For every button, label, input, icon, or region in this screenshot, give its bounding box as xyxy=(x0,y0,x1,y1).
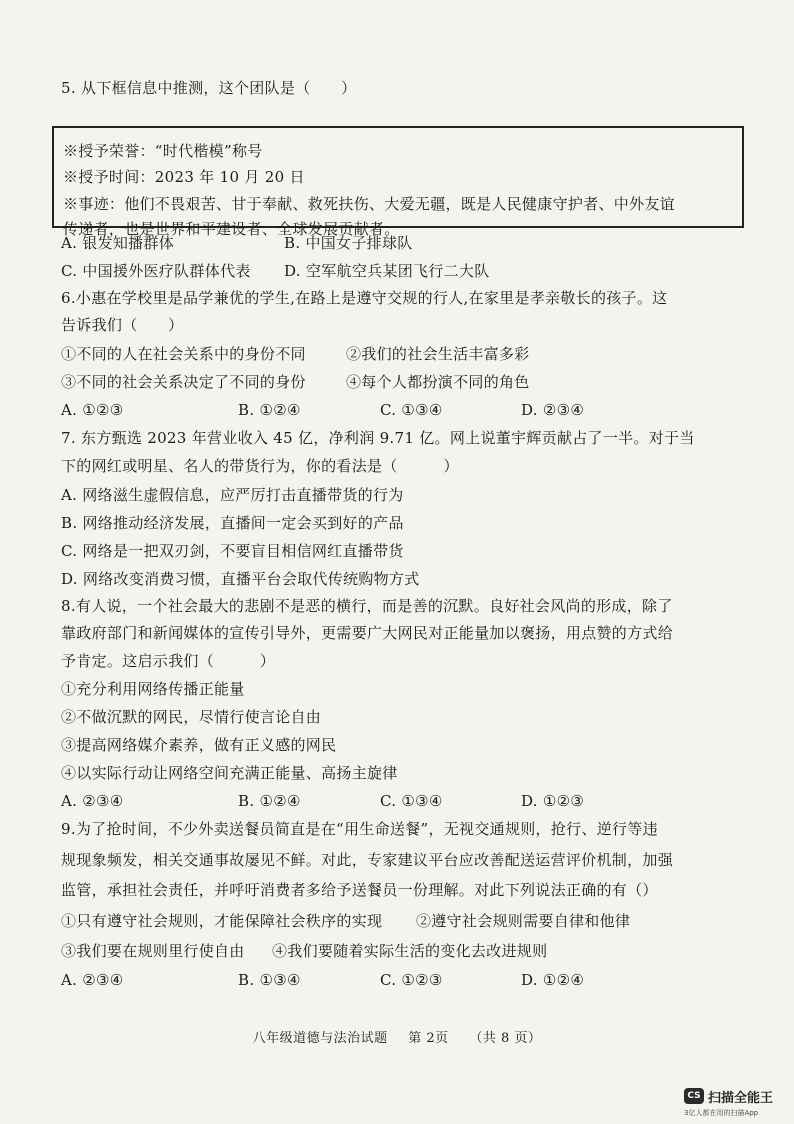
q7-option-a: A. 网络滋生虚假信息，应严厉打击直播带货的行为 xyxy=(61,486,404,504)
q8-statement-2: ②不做沉默的网民，尽情行使言论自由 xyxy=(61,708,322,726)
q5-box-line: 传递者，也是世界和平建设者、全球发展贡献者。 xyxy=(63,220,400,238)
q8-statement-3: ③提高网络媒介素养，做有正义感的网民 xyxy=(61,736,337,754)
q7-option-c: C. 网络是一把双刃剑，不要盲目相信网红直播带货 xyxy=(61,542,404,560)
q6-statement-3: ③不同的社会关系决定了不同的身份 xyxy=(61,373,306,391)
q5-option-d: D. 空军航空兵某团飞行二大队 xyxy=(284,262,490,280)
q5-box-line: ※授予时间：2023 年 10 月 20 日 xyxy=(63,168,305,186)
q9-stem-line: 规现象频发，相关交通事故屡见不鲜。对此，专家建议平台应改善配送运营评价机制，加强 xyxy=(61,851,674,869)
q8-option-c: C. ①③④ xyxy=(380,792,443,810)
q5-box-line: ※事迹：他们不畏艰苦、甘于奉献、救死扶伤、大爱无疆，既是人民健康守护者、中外友谊 xyxy=(63,195,676,213)
q9-statement-4: ④我们要随着实际生活的变化去改进规则 xyxy=(272,942,548,960)
q9-option-b: B. ①③④ xyxy=(238,971,301,989)
q9-statement-3: ③我们要在规则里行使自由 xyxy=(61,942,245,960)
q7-option-d: D. 网络改变消费习惯，直播平台会取代传统购物方式 xyxy=(61,570,420,588)
scanner-app-tagline: 3亿人都在用的扫描App xyxy=(684,1109,759,1117)
q8-statement-4: ④以实际行动让网络空间充满正能量、高扬主旋律 xyxy=(61,764,398,782)
scanner-app-name: 扫描全能王 xyxy=(708,1091,774,1106)
scanner-logo-icon: CS xyxy=(684,1088,704,1104)
q9-stem-line: 9.为了抢时间，不少外卖送餐员简直是在“用生命送餐”，无视交通规则，抢行、逆行等违 xyxy=(61,820,658,838)
q7-stem-line: 下的网红或明星、名人的带货行为，你的看法是（ ） xyxy=(61,457,459,475)
scanner-watermark xyxy=(684,1086,790,1122)
q6-statement-4: ④每个人都扮演不同的角色 xyxy=(346,373,530,391)
q5-info-box xyxy=(52,126,744,238)
q9-stem-line: 监管，承担社会责任，并呼吁消费者多给予送餐员一份理解。对此下列说法正确的有（） xyxy=(61,881,658,899)
q6-option-a: A. ①②③ xyxy=(61,401,124,419)
q7-stem-line: 7. 东方甄选 2023 年营业收入 45 亿，净利润 9.71 亿。网上说董宇辉贡献占了一半。对于当 xyxy=(61,429,695,447)
q8-option-d: D. ①②③ xyxy=(521,792,585,810)
q9-statement-2: ②遵守社会规则需要自律和他律 xyxy=(416,912,631,930)
q5-option-b: B. 中国女子排球队 xyxy=(284,234,413,252)
footer-page: 第 2页 xyxy=(408,1031,449,1046)
q9-statement-1: ①只有遵守社会规则，才能保障社会秩序的实现 xyxy=(61,912,383,930)
q8-option-a: A. ②③④ xyxy=(61,792,124,810)
q5-stem: 5. 从下框信息中推测，这个团队是（ ） xyxy=(61,79,357,97)
q9-option-c: C. ①②③ xyxy=(380,971,443,989)
q6-option-c: C. ①③④ xyxy=(380,401,443,419)
q5-option-a: A. 银发知播群体 xyxy=(61,234,175,252)
q6-option-b: B. ①②④ xyxy=(238,401,301,419)
q8-statement-1: ①充分利用网络传播正能量 xyxy=(61,680,245,698)
page-footer xyxy=(0,1027,794,1046)
footer-total: （共 8 页） xyxy=(469,1031,542,1046)
q6-statement-2: ②我们的社会生活丰富多彩 xyxy=(346,345,530,363)
q6-stem-line: 告诉我们（ ） xyxy=(61,316,184,334)
q7-option-b: B. 网络推动经济发展，直播间一定会买到好的产品 xyxy=(61,514,404,532)
q8-stem-line: 8.有人说，一个社会最大的悲剧不是恶的横行，而是善的沉默。良好社会风尚的形成，除了 xyxy=(61,597,673,615)
footer-subject: 八年级道德与法治试题 xyxy=(252,1031,388,1046)
q6-option-d: D. ②③④ xyxy=(521,401,585,419)
q6-statement-1: ①不同的人在社会关系中的身份不同 xyxy=(61,345,306,363)
q8-option-b: B. ①②④ xyxy=(238,792,301,810)
q5-box-line: ※授予荣誉：“时代楷模”称号 xyxy=(63,142,263,160)
q9-option-d: D. ①②④ xyxy=(521,971,585,989)
q8-stem-line: 予肯定。这启示我们（ ） xyxy=(61,652,276,670)
q5-option-c: C. 中国援外医疗队群体代表 xyxy=(61,262,251,280)
q9-option-a: A. ②③④ xyxy=(61,971,124,989)
q6-stem-line: 6.小惠在学校里是品学兼优的学生,在路上是遵守交规的行人,在家里是孝亲敬长的孩子。这 xyxy=(61,289,668,307)
q8-stem-line: 靠政府部门和新闻媒体的宣传引导外，更需要广大网民对正能量加以褒扬，用点赞的方式给 xyxy=(61,624,674,642)
